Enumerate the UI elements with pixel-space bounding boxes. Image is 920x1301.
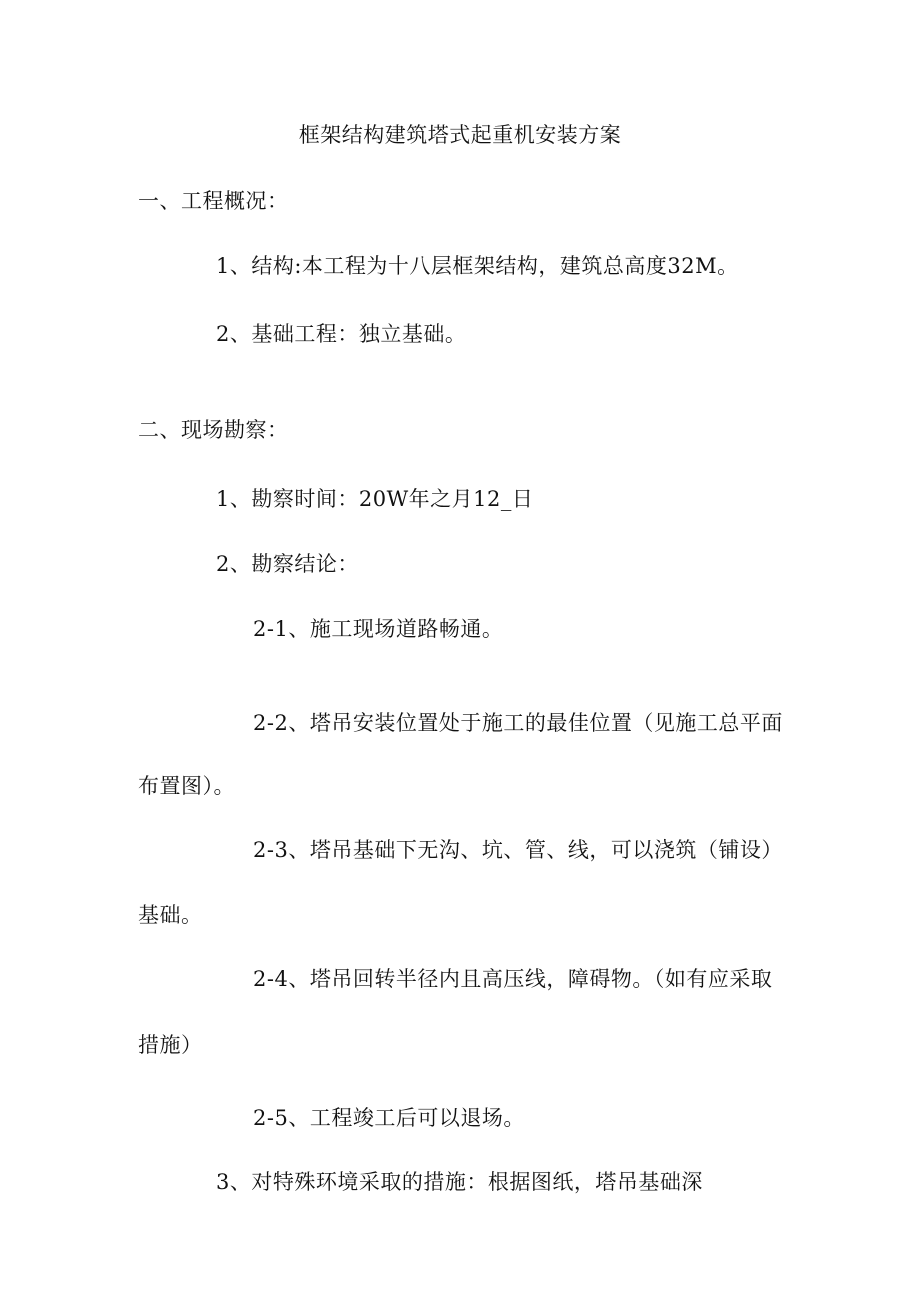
- overview-item-foundation: 2、基础工程：独立基础。: [216, 322, 467, 346]
- overview-item-structure: 1、结构:本工程为十八层框架结构，建筑总高度32M。: [216, 254, 739, 278]
- conclusion-2-1: 2-1、施工现场道路畅通。: [253, 617, 504, 641]
- survey-item-time: 1、勘察时间：20W年之月12_日: [216, 487, 534, 511]
- section-heading-overview: 一、工程概况：: [138, 189, 289, 213]
- conclusion-2-3-continued: 基础。: [138, 903, 203, 927]
- survey-item-conclusion: 2、勘察结论：: [216, 552, 359, 576]
- conclusion-2-2: 2-2、塔吊安装位置处于施工的最佳位置（见施工总平面: [253, 711, 783, 735]
- document-title: 框架结构建筑塔式起重机安装方案: [298, 123, 622, 147]
- survey-item-special-measures: 3、对特殊环境采取的措施：根据图纸，塔吊基础深: [216, 1170, 703, 1194]
- conclusion-2-4-continued: 措施）: [138, 1033, 203, 1057]
- conclusion-2-3: 2-3、塔吊基础下无沟、坑、管、线，可以浇筑（铺设）: [253, 838, 783, 862]
- section-heading-survey: 二、现场勘察：: [138, 418, 289, 442]
- conclusion-2-2-continued: 布置图）。: [138, 774, 235, 798]
- conclusion-2-5: 2-5、工程竣工后可以退场。: [253, 1106, 525, 1130]
- conclusion-2-4: 2-4、塔吊回转半径内且高压线，障碍物。（如有应采取: [253, 967, 773, 991]
